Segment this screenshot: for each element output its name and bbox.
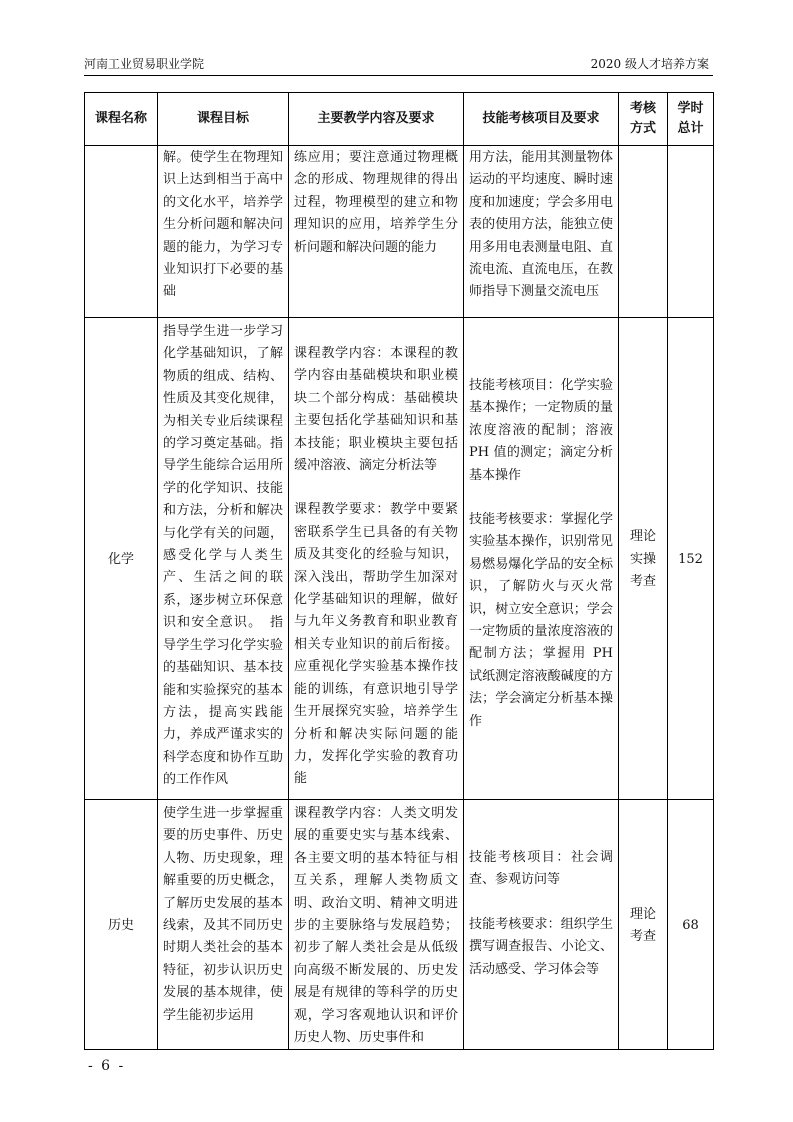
course-name-cell: [85, 146, 158, 318]
skill-items-paragraph: 技能考核项目：化学实验基本操作；一定物质的量浓度溶液的配制；溶液 PH 值的测定；滴定分析基本操作: [469, 378, 613, 483]
table-header-row: [85, 93, 714, 146]
header-plan-title: 2020 级人才培养方案: [590, 57, 709, 71]
total-hours-cell: 68: [668, 800, 714, 1050]
skill-requirements-paragraph: 技能考核要求：组织学生撰写调查报告、小论文、活动感受、学习体会等: [469, 916, 613, 977]
skill-requirements-paragraph: 技能考核要求：掌握化学实验基本操作，识别常见易燃易爆化学品的安全标识，了解防火与灭火常识，树立安全意识；学会一定物质的量浓度溶液的配制方法；掌握用 PH 试纸测定溶液酸碱度的方法；学会滴定分析基本操作: [469, 512, 613, 729]
skill-assessment-cell: 用方法，能用其测量物体运动的平均速度、瞬时速度和加速度；学会多用电表的使用方法，能独立使用多用电表测量电阻、直流电流、直流电压，在教师指导下测量交流电压: [464, 146, 619, 318]
exam-method-cell: 理论实操考查: [619, 318, 668, 800]
total-hours-cell: 152: [668, 318, 714, 800]
skill-assessment-cell: [464, 800, 619, 1050]
page-number: - 6 -: [88, 1058, 126, 1074]
course-goal-cell: 使学生进一步掌握重要的历史事件、历史人物、历史现象，理解重要的历史概念，了解历史发展的基本线索，及其不同历史时期人类社会的基本特征，初步认识历史发展的基本规律，使学生能初步运用: [158, 800, 289, 1050]
teaching-content-cell: 练应用；要注意通过物理概念的形成、物理规律的得出过程，物理模型的建立和物理知识的应用，培养学生分析问题和解决问题的能力: [289, 146, 464, 318]
teaching-requirement-paragraph: 课程教学要求：教学中要紧密联系学生已具备的有关物质及其变化的经验与知识，深入浅出，帮助学生加深对化学基础知识的理解，做好与九年义务教育和职业教育相关专业知识的前后衔接。应重视化学实验基本操作技能的训练，有意识地引导学生开展探究实验，培养学生分析和解决实际问题的能力，发挥化学实验的教育功能: [294, 502, 458, 787]
course-name-cell: 历史: [85, 800, 158, 1050]
curriculum-table: [84, 92, 714, 1050]
col-header-course-name: 课程名称: [85, 93, 158, 146]
header-divider: [84, 75, 713, 76]
total-hours-cell: [668, 146, 714, 318]
teaching-content-cell: [289, 318, 464, 800]
teaching-content-cell: 课程教学内容：人类文明发展的重要史实与基本线索、各主要文明的基本特征与相互关系，理解人类物质文明、政治文明、精神文明进步的主要脉络与发展趋势；初步了解人类社会是从低级向高级不断发展的、历史发展是有规律的等科学的历史观，学习客观地认识和评价历史人物、历史事件和: [289, 800, 464, 1050]
header-school-name: 河南工业贸易职业学院: [84, 57, 205, 71]
skill-items-paragraph: 技能考核项目：社会调查、参观访问等: [469, 850, 613, 888]
col-header-teaching-content: 主要教学内容及要求: [289, 93, 464, 146]
course-goal-cell: 解。使学生在物理知识上达到相当于高中的文化水平，培养学生分析问题和解决问题的能力，为学习专业知识打下必要的基础: [158, 146, 289, 318]
exam-method-cell: [619, 146, 668, 318]
exam-method-cell: 理论考查: [619, 800, 668, 1050]
teaching-content-paragraph: 课程教学内容：本课程的教学内容由基础模块和职业模块二个部分构成：基础模块主要包括化学基础知识和基本技能；职业模块主要包括缓冲溶液、滴定分析法等: [294, 346, 458, 474]
table-row: [85, 800, 714, 1050]
course-name-cell: 化学: [85, 318, 158, 800]
table-row: [85, 318, 714, 800]
col-header-total-hours: 学时总计: [668, 93, 714, 146]
course-goal-cell: 指导学生进一步学习化学基础知识，了解物质的组成、结构、性质及其变化规律，为相关专业后续课程的学习奠定基础。指导学生能综合运用所学的化学知识、技能和方法，分析和解决与化学有关的问题，感受化学与人类生产、生活之间的联系，逐步树立环保意识和安全意识。 指导学生学习化学实验的基础知识、基本技能和实验探究的基本方法，提高实践能力，养成严谨求实的科学态度和协作互助的工作作风: [158, 318, 289, 800]
col-header-course-goal: 课程目标: [158, 93, 289, 146]
col-header-exam-method: 考核方式: [619, 93, 668, 146]
table-row: [85, 146, 714, 318]
skill-assessment-cell: [464, 318, 619, 800]
col-header-skill-assessment: 技能考核项目及要求: [464, 93, 619, 146]
